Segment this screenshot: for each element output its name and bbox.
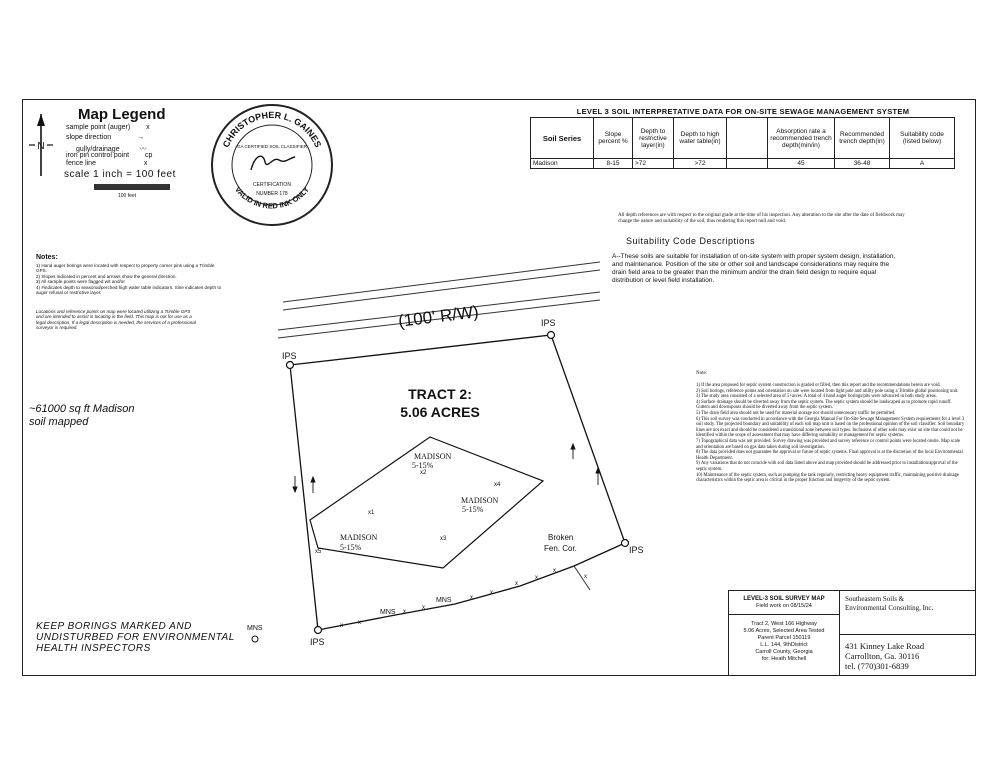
legend-row-sample: sample point (auger) x (66, 124, 150, 131)
ips-marker-icon (315, 627, 322, 634)
ips-marker-icon (622, 540, 629, 547)
list-item: 10) Maintenance of the septic system, such as pumping the tank regularly, restricting heavy equipment traffic, maintaining positive drainage characteristics within the septic area is critical in the proper function and longevity of the septic system. (696, 472, 959, 484)
sample-point-icon: x2 (420, 470, 427, 476)
svg-text:x: x (358, 620, 361, 626)
list-item: 5) The drain field area should not be used for material storage nor should unnecessary traffic be permitted. (696, 410, 896, 416)
notes-list: 1) Hand auger borings were located with respect to property corner pins using a Trimble GPS. 2) Slopes indicated in percent and arrows show the general direction. 3) All sample points were flagged w/t and/or 4) #indicates depth to seasonal/perched high water table indicators. Sine indicates depth to auger refusal or restrictive layer. (36, 263, 222, 296)
seal-subtitle: GA CERTIFIED SOIL CLASSIFIER (236, 144, 308, 149)
seal-valid: VALID IN RED INK ONLY (233, 185, 311, 211)
legend-row-gully: gully/drainage 〰 (76, 146, 147, 153)
seal-name: CHRISTOPHER L. GAINES (220, 109, 324, 149)
fence-marks (340, 568, 587, 629)
sample-point-icon: x (146, 124, 150, 131)
scale-bar-label: 100 feet (118, 193, 137, 199)
legend-title: Map Legend (78, 106, 166, 123)
list-item: 8) The data provided does not guarantee the approval or future of septic systems. Final approval is at the discretion of the local Environmental Health Department. (696, 450, 963, 461)
table-header-row: Soil Series Slope percent % Depth to restrictive layer(in) Depth to high water table(in) Absorption rate a recommended trench depth(min/in) Recommended trench depth(in) Suitability code (listed below) (531, 118, 955, 159)
suitability-title: Suitability Code Descriptions (626, 236, 756, 246)
title-block-map-info (728, 590, 839, 676)
mns-label: MNS (436, 597, 452, 604)
sample-point-icon: x5 (315, 549, 322, 555)
soil-unit-slope: 5-15% (412, 461, 434, 470)
seal-certification: CERTIFICATION (253, 182, 291, 188)
slope-arrow-icon: → (137, 134, 145, 141)
depth-disclaimer: All depth references are with respect to the original grade at the time of his inspection. Any alteration to the site after the date of fieldwork may change the nature and suitability of the soil, thus rendering this report null and void. (618, 213, 905, 224)
title-block-fieldwork: Field work on 08/15/24 (756, 603, 812, 609)
soil-unit-slope: 5-15% (462, 505, 484, 514)
sample-point-icon: x1 (368, 510, 375, 516)
svg-text:x: x (553, 568, 556, 574)
ips-markers (287, 332, 629, 634)
sample-point-icon: x4 (494, 482, 501, 488)
note-title: Note: (696, 371, 708, 376)
ips-label: IPS (629, 545, 644, 555)
ips-label: IPS (310, 637, 325, 647)
gully-icon: 〰 (139, 146, 147, 153)
svg-text:x: x (340, 623, 343, 629)
legend-row-fence: fence line x (66, 160, 148, 167)
list-item: 3) The study area consisted of a selected area of 5+acres. A total of 4 hand auger borings/pits were advanced in both study areas. (696, 394, 937, 400)
svg-text:x: x (422, 605, 425, 611)
ips-marker-icon (548, 332, 555, 339)
title-block-details: Tract 2, West 166 Highway 5.06 Acres, Selected Area Tested Parent Parcel 150119 L.L. 144, 9thDistrict Carroll County, Georgia for: Heath Mitchell (743, 621, 825, 662)
ips-label: IPS (541, 318, 556, 328)
table-row: Madison 8-15 >72 >72 45 36-48 A (531, 159, 955, 169)
tract-acres: 5.06 ACRES (400, 404, 480, 420)
soil-unit-name: MADISON (340, 533, 378, 542)
notes-disclaimer: Locations and reference points on map were located utilizing a Trimble GPS and are intended to assist in locating in the field. This map is not for use as a legal description. If a legal description is needed, the services of a professional surveyor is required. (36, 309, 196, 331)
legend-row-slope: slope direction → (66, 134, 145, 141)
title-block-company (839, 590, 976, 676)
fence-icon: x (143, 160, 148, 167)
list-item: 1) If the area proposed for septic system construction is graded or filled, then this report and the recommendations herein are void. (696, 383, 941, 388)
north-label: N (37, 141, 45, 152)
sample-point-icon: x3 (440, 536, 447, 542)
company-name: Southeastern Soils & Environmental Consulting, Inc. (845, 595, 934, 612)
soil-unit-slope: 5-15% (340, 543, 362, 552)
legend-row-iron-pin: iron pin control point cp (66, 152, 153, 159)
svg-text:x: x (515, 581, 518, 587)
company-address: 431 Kinney Lake Road Carrollton, Ga. 30116 tel. (770)301-6839 (845, 641, 925, 671)
note-list (696, 383, 966, 484)
list-item: 4) Surface drainage should be diverted away from the septic system. The septic system should be landscaped as to promote rapid runoff. Gutters and downspouts should be diverted away from the septic system. (696, 399, 952, 411)
svg-text:x: x (490, 590, 493, 596)
scale-text: scale 1 inch = 100 feet (64, 169, 176, 180)
soil-interpretive-table (530, 117, 955, 169)
list-item: 9) Any variations that do not coincide with soil data listed above and map provided should be addressed prior to installation/approval of the septic system. (696, 461, 958, 472)
list-item: 6) This soil survey was conducted in accordance with the Georgia Manual For On-Site Sewage Management System requirements for a level 3 soil study. The projected boundary and suitability of each soil map unit is based on the professional opinion of the soil classifier. Soil boundary lines are not exact and should be considered a transitional zone between soil types. Inclusions of other soils may exist on site that could not be identified within the scope of assessment that may have differing suitability or management for septic systems. (696, 416, 965, 439)
right-of-way-label: (100' R/W) (397, 302, 480, 331)
soil-table-title: LEVEL 3 SOIL INTERPRETATIVE DATA FOR ON-SITE SEWAGE MANAGEMENT SYSTEM (576, 107, 910, 116)
soil-unit-name: MADISON (461, 496, 499, 505)
svg-text:x: x (403, 609, 406, 615)
notes-title: Notes: (36, 254, 58, 261)
area-note: ~61000 sq ft Madison soil mapped (29, 403, 135, 428)
svg-text:x: x (470, 595, 473, 601)
broken-fence-label: Fen. Cor. (544, 544, 577, 553)
keep-borings-note: KEEP BORINGS MARKED AND UNDISTURBED FOR ENVIRONMENTAL HEALTH INSPECTORS (36, 621, 235, 654)
soil-unit-name: MADISON (414, 452, 452, 461)
title-block-title: LEVEL-3 SOIL SURVEY MAP (743, 596, 825, 602)
control-point-icon: cp (145, 152, 153, 159)
mns-label: MNS (380, 609, 396, 616)
list-item: 2) Soil borings, reference points and orientation on site were located from light pole and utility pole using a Trimble global positioning unit. (696, 388, 959, 394)
ips-marker-icon (287, 362, 294, 369)
suitability-text: A--These soils are suitable for installation of on-site system with proper system design, installation, and maintenance. Position of the site or other soil and landscape considerations may require the drain field area to be greater than the minimum and/or the drain field design to require equal distribution or level field installation. (612, 253, 896, 284)
svg-text:x: x (535, 575, 538, 581)
broken-fence-label: Broken (548, 533, 574, 542)
tract-label: TRACT 2: (408, 386, 472, 402)
seal-number: NUMBER 178 (256, 191, 288, 197)
svg-text:x: x (584, 574, 587, 580)
ips-label: IPS (282, 351, 297, 361)
mns-label-left: MNS (247, 625, 263, 632)
list-item: 7) Topographical data was not provided. Survey drawing was provided and survey reference or control points were located onsite. Map scale and orientation are based on gps data taken during soil investigation. (696, 438, 961, 450)
